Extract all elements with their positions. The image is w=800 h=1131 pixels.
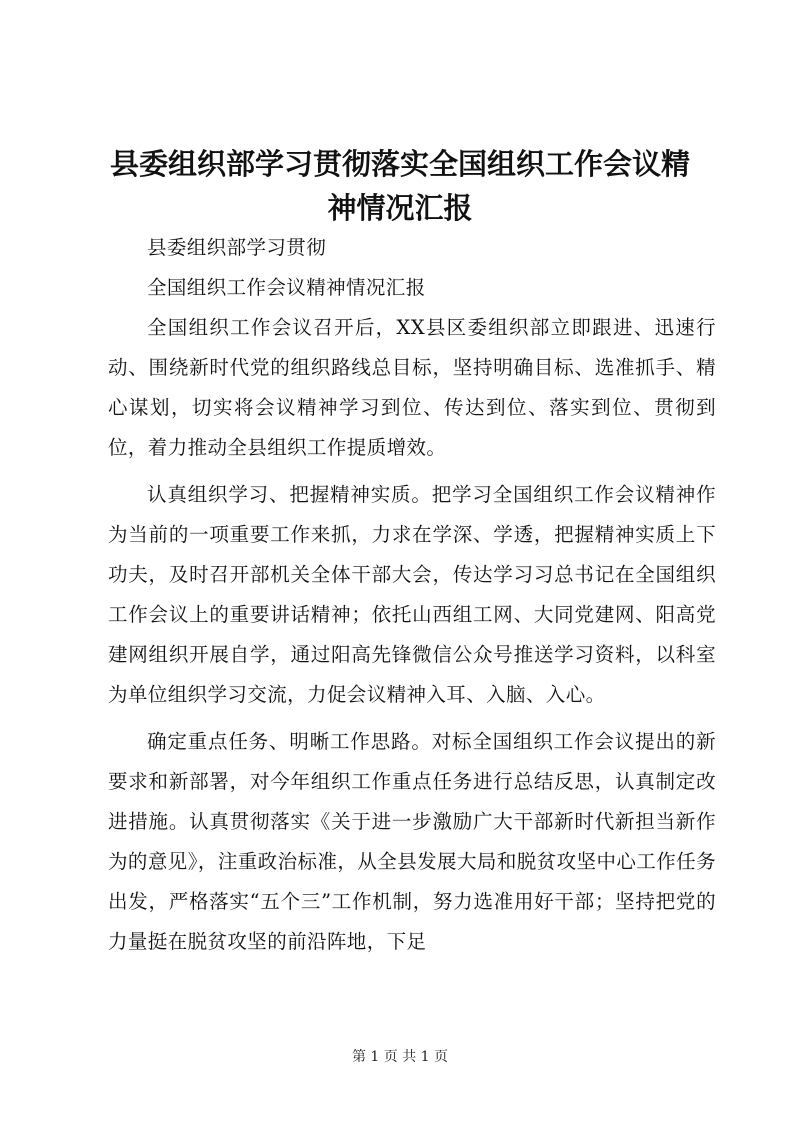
document-body bbox=[108, 228, 716, 962]
page-number-footer: 第 1 页 共 1 页 bbox=[351, 1049, 449, 1065]
paragraph-2: 认真组织学习、把握精神实质。把学习全国组织工作会议精神作为当前的一项重要工作来抓，力求在学深、学透，把握精神实质上下功夫，及时召开部机关全体干部大会，传达学习习总书记在全国组织工作会议上的重要讲话精神；依托山西组工网、大同党建网、阳高党建网组织开展自学，通过阳高先锋微信公众号推送学习资料，以科室为单位组织学习交流，力促会议精神入耳、入脑、入心。 bbox=[108, 483, 716, 706]
subtitle-line-1: 县委组织部学习贯彻 bbox=[147, 236, 327, 259]
subtitle-line-2: 全国组织工作会议精神情况汇报 bbox=[147, 276, 426, 299]
document-title-line-2: 神情况汇报 bbox=[327, 191, 473, 225]
document-title-line-1: 县委组织部学习贯彻落实全国组织工作会议精 bbox=[109, 147, 690, 181]
paragraph-1: 全国组织工作会议召开后，XX县区委组织部立即跟进、迅速行动、围绕新时代党的组织路线总目标，坚持明确目标、选准抓手、精心谋划，切实将会议精神学习到位、传达到位、落实到位、贯彻到位，着力推动全县组织工作提质增效。 bbox=[108, 316, 716, 459]
paragraph-3: 确定重点任务、明晰工作思路。对标全国组织工作会议提出的新要求和新部署，对今年组织工作重点任务进行总结反思，认真制定改进措施。认真贯彻落实《关于进一步激励广大干部新时代新担当新作为的意见》，注重政治标准，从全县发展大局和脱贫攻坚中心工作任务出发，严格落实“五个三”工作机制，努力选准用好干部；坚持把党的力量挺在脱贫攻坚的前沿阵地，下足 bbox=[108, 730, 716, 953]
